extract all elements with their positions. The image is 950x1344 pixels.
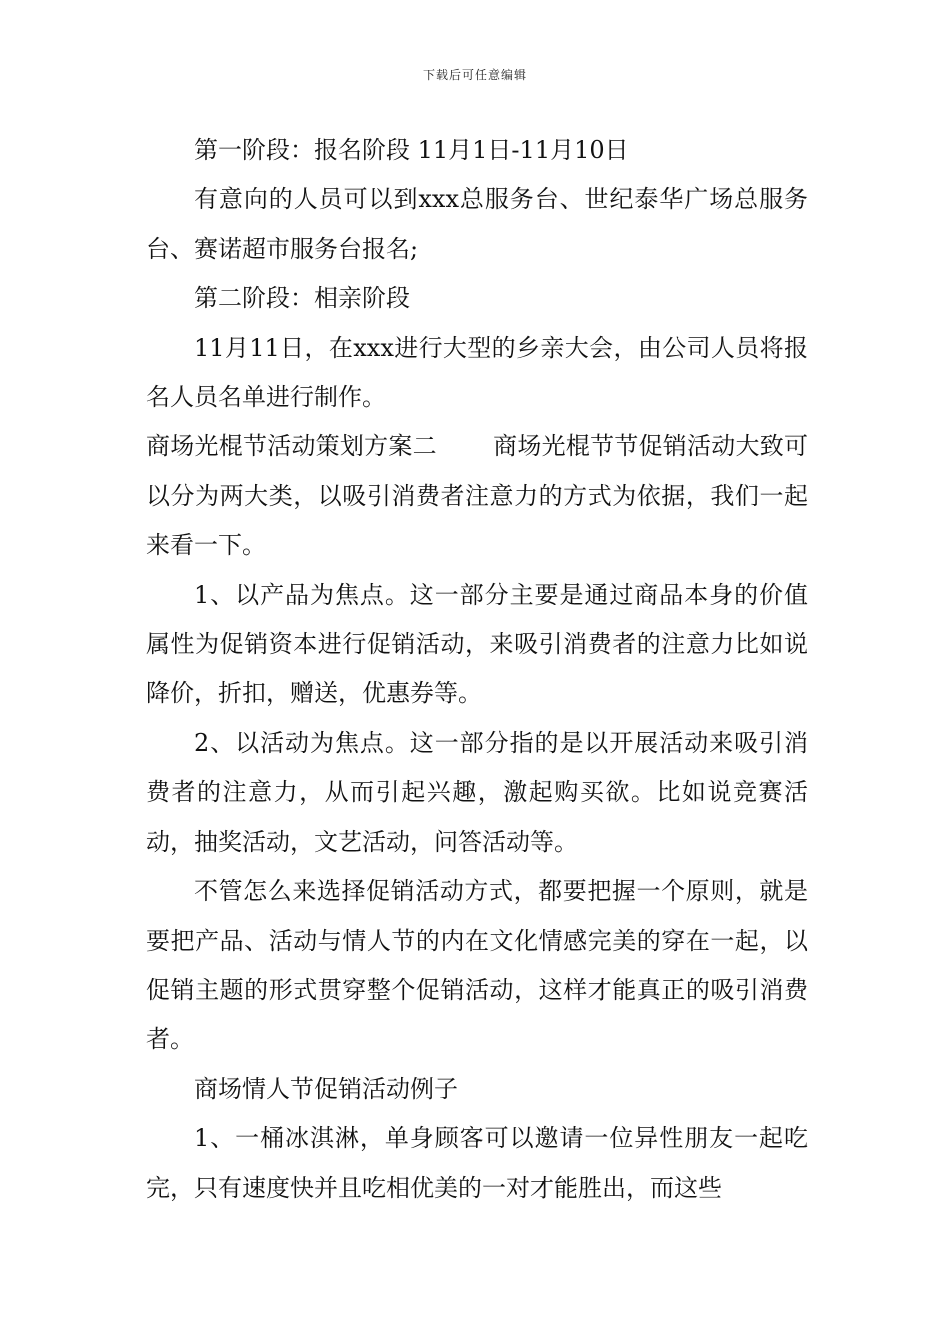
paragraph-nov-11: 11月11日，在xxx进行大型的乡亲大会，由公司人员将报名人员名单进行制作。	[146, 333, 808, 412]
document-body	[146, 126, 808, 1213]
paragraph-activity-focus: 2、以活动为焦点。这一部分指的是以开展活动来吸引消费者的注意力，从而引起兴趣，激起购买欲。比如说竞赛活动，抽奖活动，文艺活动，问答活动等。	[146, 728, 808, 856]
paragraph-principle: 不管怎么来选择促销活动方式，都要把握一个原则，就是要把产品、活动与情人节的内在文化情感完美的穿在一起，以促销主题的形式贯穿整个促销活动，这样才能真正的吸引消费者。	[146, 877, 808, 1054]
paragraph-product-focus: 1、以产品为焦点。这一部分主要是通过商品本身的价值属性为促销资本进行促销活动，来吸引消费者的注意力比如说降价，折扣，赠送，优惠券等。	[146, 580, 808, 708]
paragraph-stage-two: 第二阶段：相亲阶段	[194, 284, 410, 313]
header-note: 下载后可任意编辑	[422, 68, 527, 82]
section-two-text: 商场光棍节节促销活动大致可以分为两大类，以吸引消费者注意力的方式为依据，我们一起来看一下。	[146, 432, 809, 560]
section-two-heading: 商场光棍节活动策划方案二	[146, 432, 437, 461]
paragraph-stage-one: 第一阶段：报名阶段 11月1日-11月10日	[194, 136, 629, 164]
paragraph-ice-cream: 1、一桶冰淇淋，单身顾客可以邀请一位异性朋友一起吃完，只有速度快并且吃相优美的一对才能胜出，而这些	[146, 1124, 808, 1202]
paragraph-registration: 有意向的人员可以到xxx总服务台、世纪泰华广场总服务台、赛诺超市服务台报名;	[146, 185, 808, 263]
paragraph-examples-heading: 商场情人节促销活动例子	[194, 1074, 458, 1103]
paragraph-section-two	[146, 422, 808, 570]
